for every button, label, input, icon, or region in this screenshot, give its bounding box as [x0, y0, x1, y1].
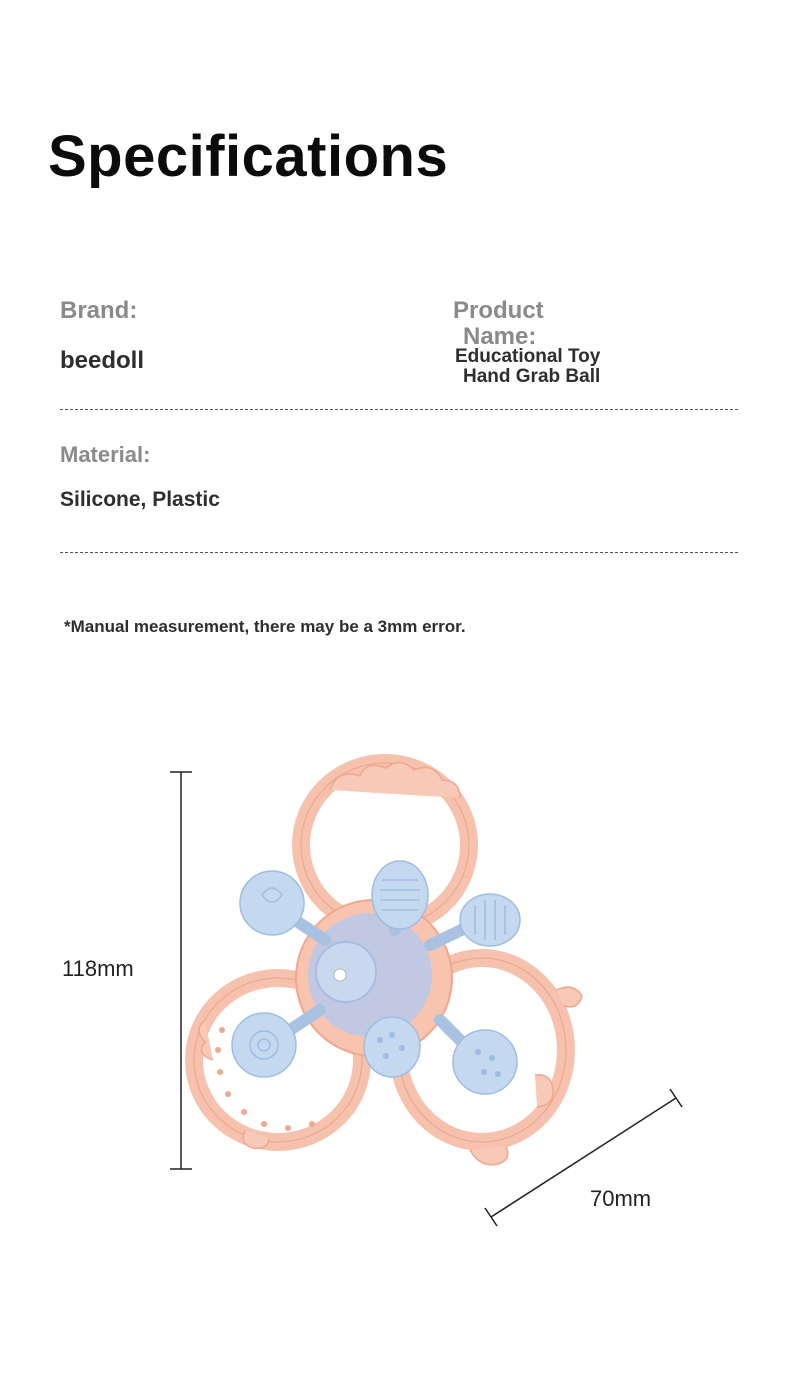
product-name-label-line2: Name:	[463, 323, 537, 350]
product-name-label-line1: Product	[453, 297, 544, 324]
material-label: Material:	[60, 442, 151, 467]
width-dimension-label: 70mm	[590, 1186, 652, 1211]
product-name-value-line2: Hand Grab Ball	[463, 366, 601, 387]
measurement-note: *Manual measurement, there may be a 3mm error.	[64, 617, 466, 636]
height-dimension-label: 118mm	[62, 956, 134, 981]
material-value: Silicone, Plastic	[60, 488, 220, 511]
brand-label: Brand:	[60, 297, 138, 324]
teether-toy	[194, 762, 582, 1164]
width-dimension-line	[485, 1089, 682, 1226]
brand-value: beedoll	[60, 347, 145, 374]
height-dimension-line	[170, 772, 192, 1169]
product-name-value-line1: Educational Toy	[455, 346, 601, 367]
page-title: Specifications	[48, 124, 449, 189]
